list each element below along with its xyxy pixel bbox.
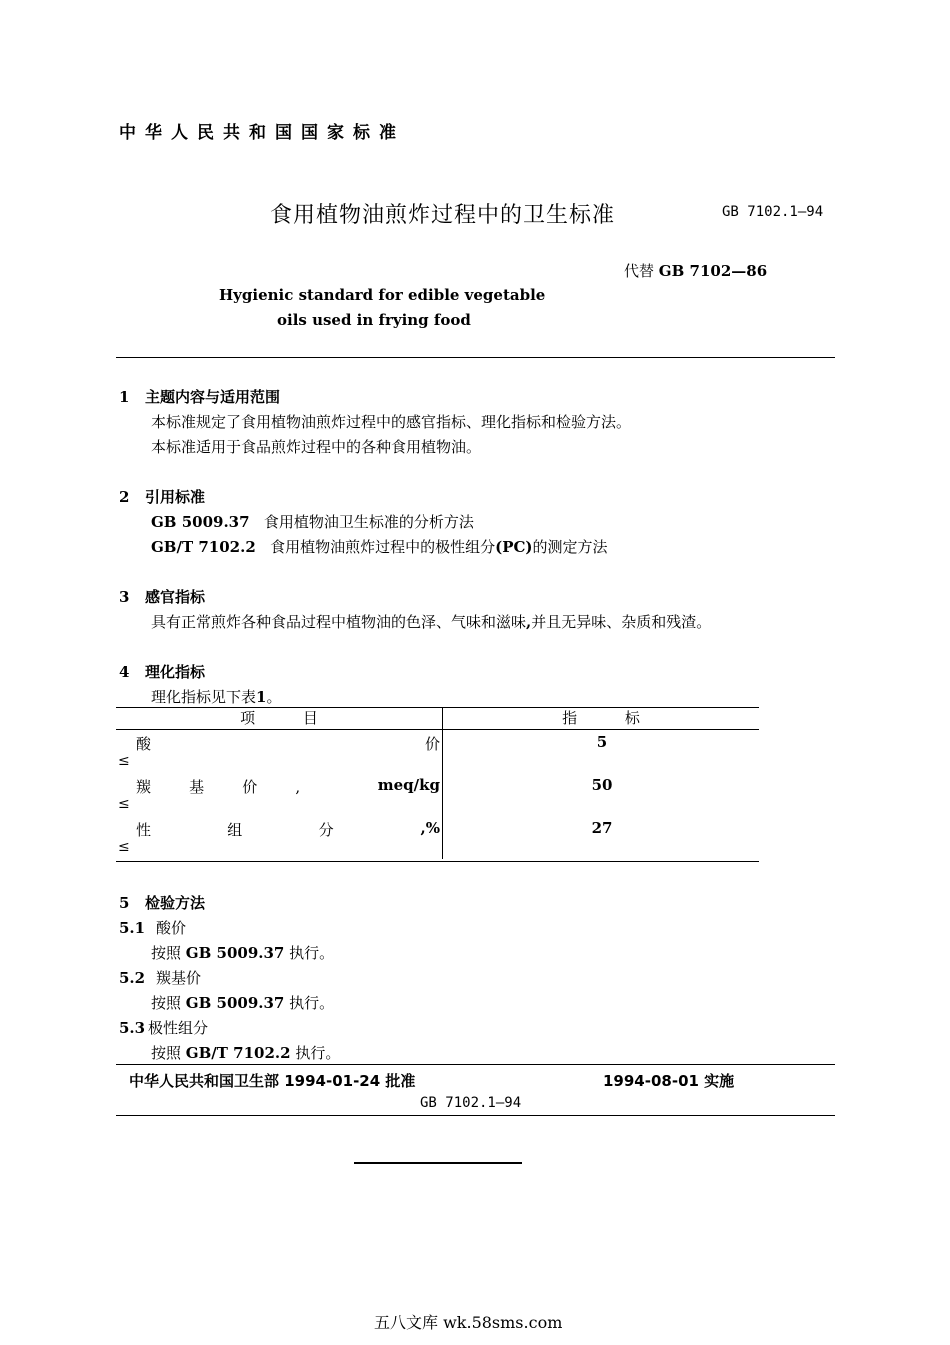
section-4-title: 理化指标 bbox=[145, 663, 206, 681]
reference-2-title-a: 食用植物油煎炸过程中的极性组分 bbox=[270, 538, 496, 556]
standard-code: GB 7102.1—94 bbox=[722, 204, 824, 220]
national-standard-heading: 中华人民共和国国家标准 bbox=[119, 123, 405, 143]
row-item-name: 性 组 分 bbox=[136, 821, 334, 839]
footer-top-rule bbox=[116, 1064, 835, 1065]
english-title-line1: Hygienic standard for edible vegetable bbox=[219, 286, 546, 304]
table-cell-item bbox=[116, 730, 443, 774]
row-item-name: 羰 基 价 , bbox=[136, 778, 301, 796]
section-1-heading bbox=[119, 386, 280, 407]
row-item-unit: meq/kg bbox=[377, 776, 440, 794]
header-divider bbox=[116, 357, 835, 358]
replaces-label: 代替 bbox=[624, 262, 655, 280]
subsection-5-2-code: GB 5009.37 bbox=[185, 994, 285, 1012]
reference-2 bbox=[151, 536, 608, 557]
subsection-5-3-text-b: 执行。 bbox=[295, 1044, 341, 1062]
section-3-heading bbox=[119, 586, 205, 607]
table-cell-item bbox=[116, 816, 443, 859]
subsection-5-3-heading bbox=[119, 1017, 208, 1038]
subsection-5-3-text-a: 按照 bbox=[151, 1044, 182, 1062]
reference-2-title-b: 的测定方法 bbox=[532, 538, 608, 556]
section-3-number: 3 bbox=[119, 588, 130, 606]
footer-bottom-rule bbox=[116, 1115, 835, 1116]
section-3-paragraph bbox=[151, 611, 711, 632]
row-value: 27 bbox=[591, 819, 613, 837]
row-value: 50 bbox=[591, 776, 613, 794]
subsection-5-1-number: 5.1 bbox=[119, 919, 146, 937]
document-title: 食用植物油煎炸过程中的卫生标准 bbox=[270, 203, 616, 228]
table-header-value: 指 标 bbox=[443, 707, 760, 730]
physicochemical-indicators-table bbox=[116, 707, 759, 859]
implementation-date: 1994-08-01 实施 bbox=[603, 1072, 735, 1090]
section-4-heading bbox=[119, 661, 205, 682]
less-equal-symbol: ≤ bbox=[118, 796, 130, 812]
subsection-5-1-code: GB 5009.37 bbox=[185, 944, 285, 962]
section-1-number: 1 bbox=[119, 388, 130, 406]
section-2-number: 2 bbox=[119, 488, 130, 506]
subsection-5-3-title: 极性组分 bbox=[148, 1019, 209, 1037]
table-header-row bbox=[116, 707, 759, 730]
row-item-name: 酸 bbox=[136, 735, 152, 753]
replaces-note bbox=[624, 260, 767, 281]
reference-1 bbox=[151, 511, 474, 532]
section-4-number: 4 bbox=[119, 663, 130, 681]
table-cell-value bbox=[443, 773, 760, 816]
section-2-heading bbox=[119, 486, 205, 507]
subsection-5-2-heading bbox=[119, 967, 201, 988]
subsection-5-1-heading bbox=[119, 917, 186, 938]
section-5-heading bbox=[119, 892, 205, 913]
site-watermark: 五八文库 wk.58sms.com bbox=[374, 1313, 563, 1332]
table-cell-value bbox=[443, 816, 760, 859]
table-bottom-rule bbox=[116, 861, 759, 862]
approval-date: 中华人民共和国卫生部 1994-01-24 批准 bbox=[129, 1072, 416, 1090]
section-3-title: 感官指标 bbox=[145, 588, 206, 606]
section-5-title: 检验方法 bbox=[145, 894, 206, 912]
table-row bbox=[116, 816, 759, 859]
section-1-paragraph-2: 本标准适用于食品煎炸过程中的各种食用植物油。 bbox=[151, 438, 482, 456]
subsection-5-2-text-b: 执行。 bbox=[289, 994, 335, 1012]
section-1-paragraph-1: 本标准规定了食用植物油煎炸过程中的感官指标、理化指标和检验方法。 bbox=[151, 413, 632, 431]
end-mark-rule bbox=[354, 1162, 522, 1164]
section-5-number: 5 bbox=[119, 894, 130, 912]
subsection-5-1-text-a: 按照 bbox=[151, 944, 182, 962]
section-3-comma: , bbox=[526, 613, 532, 631]
subsection-5-3-number: 5.3 bbox=[119, 1019, 146, 1037]
subsection-5-2-text bbox=[151, 992, 334, 1013]
subsection-5-1-title: 酸价 bbox=[156, 919, 187, 937]
section-3-text-a: 具有正常煎炸各种食品过程中植物油的色泽、气味和滋味 bbox=[151, 613, 527, 631]
subsection-5-2-number: 5.2 bbox=[119, 969, 146, 987]
subsection-5-2-text-a: 按照 bbox=[151, 994, 182, 1012]
table-row bbox=[116, 730, 759, 774]
row-item-unit: ,% bbox=[420, 819, 440, 837]
less-equal-symbol: ≤ bbox=[118, 839, 130, 855]
table-cell-item bbox=[116, 773, 443, 816]
subsection-5-1-text-b: 执行。 bbox=[289, 944, 335, 962]
section-1-title: 主题内容与适用范围 bbox=[145, 388, 281, 406]
subsection-5-2-title: 羰基价 bbox=[156, 969, 202, 987]
table-row bbox=[116, 773, 759, 816]
footer-standard-code: GB 7102.1—94 bbox=[420, 1095, 522, 1111]
english-title-line2: oils used in frying food bbox=[277, 311, 471, 329]
less-equal-symbol: ≤ bbox=[118, 753, 130, 769]
section-4-intro bbox=[151, 686, 281, 707]
section-4-intro-a: 理化指标见下表 bbox=[151, 688, 257, 706]
subsection-5-3-text bbox=[151, 1042, 340, 1063]
section-4-intro-b: 。 bbox=[266, 688, 282, 706]
reference-1-code: GB 5009.37 bbox=[151, 513, 250, 531]
table-cell-value bbox=[443, 730, 760, 774]
row-item-unit: 价 bbox=[424, 735, 440, 753]
reference-1-title: 食用植物油卫生标准的分析方法 bbox=[263, 513, 474, 531]
subsection-5-3-code: GB/T 7102.2 bbox=[185, 1044, 291, 1062]
reference-2-title-pc: (PC) bbox=[495, 538, 533, 556]
reference-2-code: GB/T 7102.2 bbox=[151, 538, 256, 556]
section-4-intro-table-number: 1 bbox=[256, 688, 267, 706]
replaces-code: GB 7102—86 bbox=[658, 262, 768, 280]
subsection-5-1-text bbox=[151, 942, 334, 963]
table-header-item: 项 目 bbox=[116, 707, 443, 730]
row-value: 5 bbox=[596, 733, 608, 751]
section-2-title: 引用标准 bbox=[145, 488, 206, 506]
section-3-text-b: 并且无异味、杂质和残渣。 bbox=[531, 613, 712, 631]
